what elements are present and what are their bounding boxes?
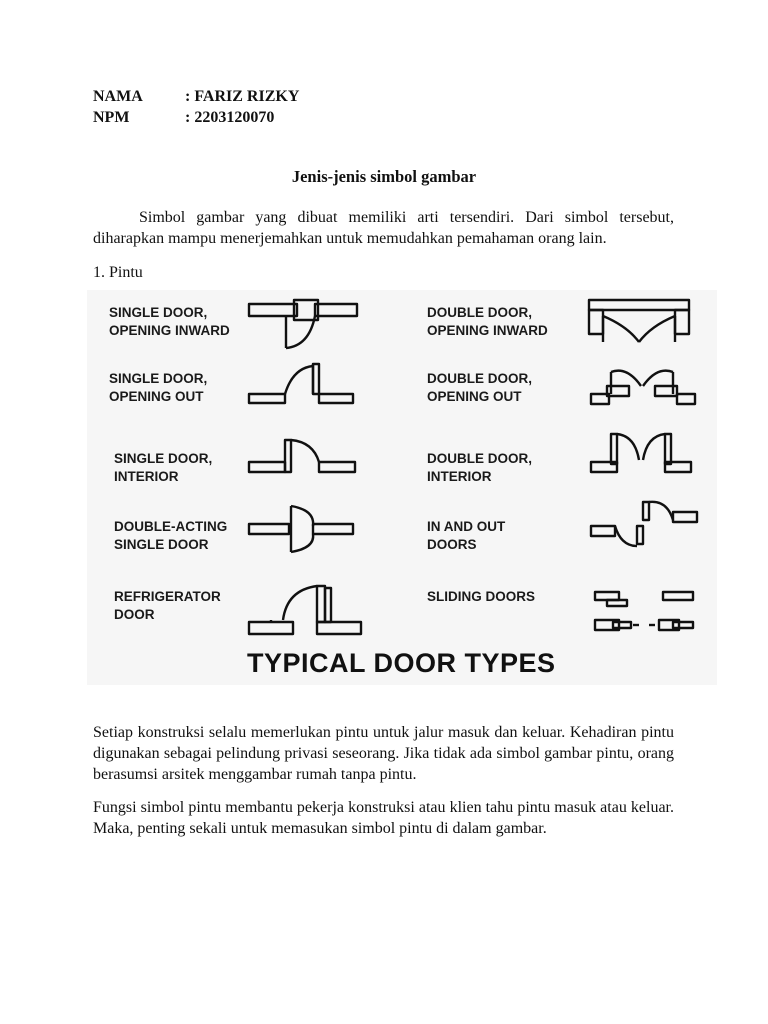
label-refrigerator-door: REFRIGERATOR DOOR: [114, 589, 221, 622]
double-door-inward-symbol: [589, 300, 689, 342]
label-double-acting-door: DOUBLE-ACTING SINGLE DOOR: [114, 519, 228, 552]
double-acting-door-symbol: [249, 506, 353, 552]
label-single-door-out: SINGLE DOOR, OPENING OUT: [109, 371, 208, 404]
label-double-door-inward: DOUBLE DOOR, OPENING INWARD: [427, 305, 548, 338]
name-row: [93, 88, 299, 106]
label-sliding-doors: SLIDING DOORS: [427, 589, 536, 604]
name-value: : FARIZ RIZKY: [185, 88, 300, 105]
refrigerator-door-symbol: [249, 586, 361, 634]
double-door-interior-symbol: [591, 434, 691, 472]
label-in-out-doors: IN AND OUT DOORS: [427, 519, 506, 552]
label-double-door-out: DOUBLE DOOR, OPENING OUT: [427, 371, 533, 404]
door-symbols-drawing: [87, 290, 717, 685]
document-title: Jenis-jenis simbol gambar: [291, 167, 477, 186]
intro-paragraph: Simbol gambar yang dibuat memiliki arti tersendiri. Dari simbol tersebut, diharapkan mampu menerjemahkan untuk memudahkan pemahaman orang lain.: [93, 209, 674, 247]
sliding-doors-symbol: [595, 592, 693, 630]
door-types-figure: [87, 290, 717, 685]
section-heading: 1. Pintu: [93, 264, 143, 281]
single-door-out-symbol: [249, 364, 353, 403]
label-double-door-interior: DOUBLE DOOR, INTERIOR: [427, 451, 533, 484]
paragraph-fungsi: Fungsi simbol pintu membantu pekerja konstruksi atau klien tahu pintu masuk atau keluar. Maka, penting sekali untuk memasukan simbol pintu di dalam gambar.: [93, 799, 674, 837]
single-door-inward-symbol: [249, 300, 357, 348]
npm-label: NPM: [93, 109, 130, 126]
npm-value: : 2203120070: [185, 109, 275, 126]
npm-row: [93, 109, 274, 127]
in-out-doors-symbol: [591, 502, 697, 546]
paragraph-setiap: Setiap konstruksi selalu memerlukan pintu untuk jalur masuk dan keluar. Kehadiran pintu digunakan sebagai pelindung privasi seseorang. Jika tidak ada simbol gambar pintu, orang berasumsi arsitek menggambar rumah tanpa pintu.: [93, 724, 674, 783]
label-single-door-inward: SINGLE DOOR, OPENING INWARD: [109, 305, 230, 338]
double-door-out-symbol: [591, 371, 695, 404]
name-label: NAMA: [93, 88, 143, 105]
single-door-interior-symbol: [249, 440, 355, 472]
figure-title: TYPICAL DOOR TYPES: [247, 648, 556, 678]
label-single-door-interior: SINGLE DOOR, INTERIOR: [114, 451, 213, 484]
